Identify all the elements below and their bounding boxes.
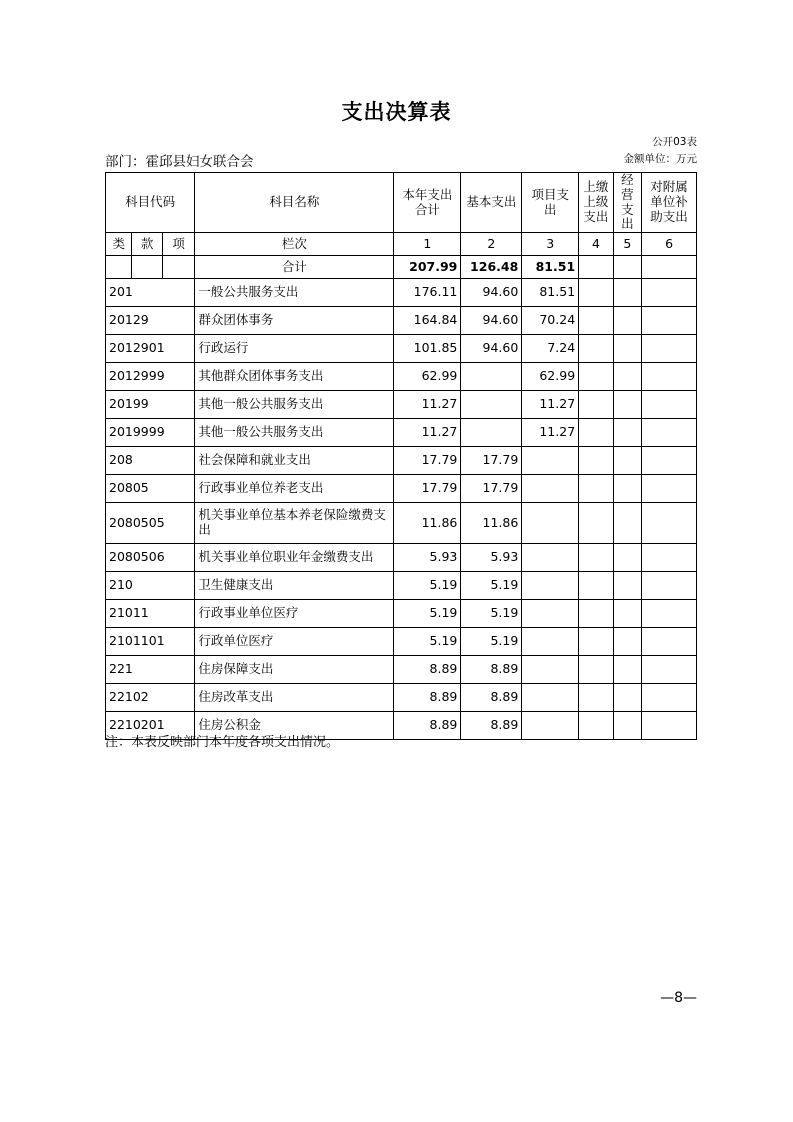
row-value-6 <box>642 307 697 335</box>
row-value-1: 164.84 <box>394 307 461 335</box>
header-rank-4: 4 <box>579 233 614 256</box>
table-row <box>106 684 697 712</box>
row-subject-name: 其他一般公共服务支出 <box>195 391 394 419</box>
table-row <box>106 447 697 475</box>
total-value-4 <box>579 256 614 279</box>
header-code-lei: 类 <box>106 233 132 256</box>
row-subject-name: 住房保障支出 <box>195 656 394 684</box>
table-total-row <box>106 256 697 279</box>
table-row <box>106 279 697 307</box>
row-value-4 <box>579 307 614 335</box>
total-code-cell-3 <box>162 256 195 279</box>
row-value-5 <box>613 447 641 475</box>
row-value-3 <box>522 447 579 475</box>
row-value-3: 62.99 <box>522 363 579 391</box>
row-value-3: 70.24 <box>522 307 579 335</box>
row-value-6 <box>642 391 697 419</box>
row-value-1: 62.99 <box>394 363 461 391</box>
row-value-6 <box>642 363 697 391</box>
row-code: 20129 <box>106 307 195 335</box>
table-row <box>106 628 697 656</box>
row-subject-name: 其他一般公共服务支出 <box>195 419 394 447</box>
total-value-3: 81.51 <box>522 256 579 279</box>
row-value-3 <box>522 656 579 684</box>
row-value-3 <box>522 572 579 600</box>
row-code: 2019999 <box>106 419 195 447</box>
row-value-6 <box>642 279 697 307</box>
table-footnote: 注：本表反映部门本年度各项支出情况。 <box>105 735 340 750</box>
row-value-3 <box>522 712 579 740</box>
row-code: 221 <box>106 656 195 684</box>
row-value-6 <box>642 503 697 544</box>
table-row <box>106 363 697 391</box>
header-rank-3: 3 <box>522 233 579 256</box>
row-value-6 <box>642 684 697 712</box>
row-code: 21011 <box>106 600 195 628</box>
row-value-1: 5.19 <box>394 628 461 656</box>
row-value-4 <box>579 572 614 600</box>
row-value-5 <box>613 503 641 544</box>
header-col-5: 经营支出 <box>613 173 641 233</box>
row-value-5 <box>613 572 641 600</box>
row-value-4 <box>579 712 614 740</box>
row-value-2: 8.89 <box>461 684 522 712</box>
total-value-2: 126.48 <box>461 256 522 279</box>
row-value-6 <box>642 628 697 656</box>
row-value-5 <box>613 419 641 447</box>
header-rank-2: 2 <box>461 233 522 256</box>
row-code: 2080506 <box>106 544 195 572</box>
row-value-4 <box>579 600 614 628</box>
expenditure-table <box>105 172 697 740</box>
table-row <box>106 600 697 628</box>
row-value-1: 8.89 <box>394 656 461 684</box>
row-code: 2012901 <box>106 335 195 363</box>
row-value-4 <box>579 279 614 307</box>
row-value-1: 5.93 <box>394 544 461 572</box>
table-row <box>106 391 697 419</box>
row-value-3 <box>522 684 579 712</box>
row-value-5 <box>613 656 641 684</box>
row-value-5 <box>613 475 641 503</box>
row-subject-name: 行政单位医疗 <box>195 628 394 656</box>
row-value-3 <box>522 475 579 503</box>
total-code-cell <box>106 256 132 279</box>
row-value-5 <box>613 307 641 335</box>
row-code: 210 <box>106 572 195 600</box>
header-rank-6: 6 <box>642 233 697 256</box>
row-subject-name: 社会保障和就业支出 <box>195 447 394 475</box>
total-value-6 <box>642 256 697 279</box>
row-value-3 <box>522 628 579 656</box>
row-value-1: 8.89 <box>394 712 461 740</box>
header-col-4: 上缴上级支出 <box>579 173 614 233</box>
row-value-3: 7.24 <box>522 335 579 363</box>
row-value-3: 81.51 <box>522 279 579 307</box>
row-value-6 <box>642 447 697 475</box>
row-value-5 <box>613 712 641 740</box>
row-code: 2101101 <box>106 628 195 656</box>
total-value-5 <box>613 256 641 279</box>
row-code: 20805 <box>106 475 195 503</box>
header-col-6: 对附属单位补助支出 <box>642 173 697 233</box>
row-value-5 <box>613 391 641 419</box>
header-rank-1: 1 <box>394 233 461 256</box>
row-value-2: 8.89 <box>461 656 522 684</box>
table-header-row-1 <box>106 173 697 233</box>
row-value-4 <box>579 419 614 447</box>
row-value-2: 5.93 <box>461 544 522 572</box>
page-number: —8— <box>660 990 697 1006</box>
row-value-2: 11.86 <box>461 503 522 544</box>
table-row <box>106 572 697 600</box>
header-rank-5: 5 <box>613 233 641 256</box>
row-code: 208 <box>106 447 195 475</box>
row-subject-name: 住房改革支出 <box>195 684 394 712</box>
row-value-4 <box>579 447 614 475</box>
row-value-1: 5.19 <box>394 572 461 600</box>
row-value-4 <box>579 503 614 544</box>
header-col-3: 项目支出 <box>522 173 579 233</box>
row-value-4 <box>579 391 614 419</box>
header-subject-name: 科目名称 <box>195 173 394 233</box>
row-code: 20199 <box>106 391 195 419</box>
header-col-2: 基本支出 <box>461 173 522 233</box>
row-value-6 <box>642 335 697 363</box>
row-subject-name: 其他群众团体事务支出 <box>195 363 394 391</box>
row-value-2: 5.19 <box>461 628 522 656</box>
row-value-2 <box>461 391 522 419</box>
table-header-row-2 <box>106 233 697 256</box>
row-value-1: 11.86 <box>394 503 461 544</box>
row-value-1: 17.79 <box>394 475 461 503</box>
table-row <box>106 307 697 335</box>
row-value-2: 5.19 <box>461 572 522 600</box>
row-value-2: 94.60 <box>461 279 522 307</box>
row-subject-name: 卫生健康支出 <box>195 572 394 600</box>
row-value-1: 17.79 <box>394 447 461 475</box>
row-value-3: 11.27 <box>522 391 579 419</box>
row-value-6 <box>642 600 697 628</box>
table-row <box>106 419 697 447</box>
row-value-6 <box>642 544 697 572</box>
row-value-2 <box>461 419 522 447</box>
row-value-2: 94.60 <box>461 335 522 363</box>
row-value-4 <box>579 475 614 503</box>
row-value-5 <box>613 628 641 656</box>
row-value-5 <box>613 600 641 628</box>
total-value-1: 207.99 <box>394 256 461 279</box>
row-value-3 <box>522 544 579 572</box>
row-code: 2210201 <box>106 712 195 740</box>
table-row <box>106 656 697 684</box>
row-code: 2012999 <box>106 363 195 391</box>
row-value-1: 5.19 <box>394 600 461 628</box>
department-label: 部门：霍邱县妇女联合会 <box>105 154 254 170</box>
row-code: 201 <box>106 279 195 307</box>
row-value-4 <box>579 684 614 712</box>
row-value-6 <box>642 475 697 503</box>
row-value-3 <box>522 503 579 544</box>
row-value-2: 17.79 <box>461 447 522 475</box>
row-value-1: 8.89 <box>394 684 461 712</box>
row-subject-name: 一般公共服务支出 <box>195 279 394 307</box>
amount-unit-label: 金额单位：万元 <box>623 153 697 165</box>
row-subject-name: 行政事业单位养老支出 <box>195 475 394 503</box>
row-value-1: 11.27 <box>394 391 461 419</box>
row-subject-name: 群众团体事务 <box>195 307 394 335</box>
table-row <box>106 475 697 503</box>
row-value-4 <box>579 363 614 391</box>
row-value-3: 11.27 <box>522 419 579 447</box>
table-row <box>106 544 697 572</box>
row-value-4 <box>579 335 614 363</box>
row-value-5 <box>613 544 641 572</box>
row-value-6 <box>642 656 697 684</box>
row-value-2: 8.89 <box>461 712 522 740</box>
row-value-1: 11.27 <box>394 419 461 447</box>
row-value-4 <box>579 656 614 684</box>
total-code-cell-2 <box>132 256 162 279</box>
header-code-kuan: 款 <box>132 233 162 256</box>
form-code-label: 公开03表 <box>652 136 697 148</box>
header-code-group: 科目代码 <box>106 173 195 233</box>
row-value-2 <box>461 363 522 391</box>
table-row <box>106 503 697 544</box>
row-value-5 <box>613 363 641 391</box>
header-code-xiang: 项 <box>162 233 195 256</box>
row-code: 2080505 <box>106 503 195 544</box>
row-value-3 <box>522 600 579 628</box>
row-value-6 <box>642 572 697 600</box>
row-code: 22102 <box>106 684 195 712</box>
row-value-4 <box>579 628 614 656</box>
row-value-5 <box>613 279 641 307</box>
row-subject-name: 住房公积金 <box>195 712 394 740</box>
row-subject-name: 行政事业单位医疗 <box>195 600 394 628</box>
row-value-2: 94.60 <box>461 307 522 335</box>
row-value-2: 17.79 <box>461 475 522 503</box>
total-label: 合计 <box>195 256 394 279</box>
row-subject-name: 行政运行 <box>195 335 394 363</box>
row-value-1: 176.11 <box>394 279 461 307</box>
row-value-2: 5.19 <box>461 600 522 628</box>
row-subject-name: 机关事业单位基本养老保险缴费支出 <box>195 503 394 544</box>
row-value-5 <box>613 684 641 712</box>
row-value-1: 101.85 <box>394 335 461 363</box>
row-value-5 <box>613 335 641 363</box>
row-subject-name: 机关事业单位职业年金缴费支出 <box>195 544 394 572</box>
header-rank-label: 栏次 <box>195 233 394 256</box>
header-col-1: 本年支出合计 <box>394 173 461 233</box>
row-value-6 <box>642 712 697 740</box>
row-value-4 <box>579 544 614 572</box>
page-title: 支出决算表 <box>341 100 452 124</box>
row-value-6 <box>642 419 697 447</box>
table-row <box>106 335 697 363</box>
table-body <box>106 279 697 740</box>
